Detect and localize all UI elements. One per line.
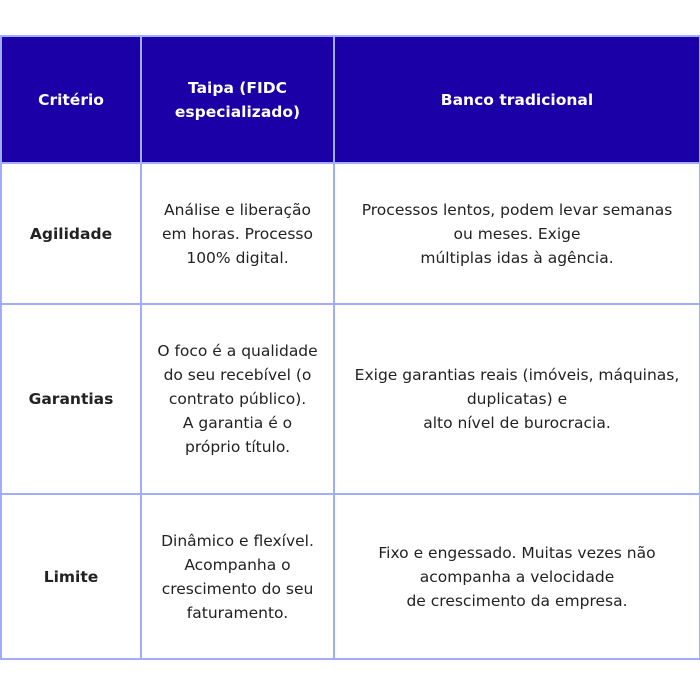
- bank-cell: [334, 163, 700, 304]
- comparison-table: [0, 35, 700, 660]
- cell-line: Acompanha o: [184, 555, 291, 574]
- header-criterion-label: Critério: [38, 90, 104, 109]
- cell-line: do seu recebível (o: [163, 366, 312, 384]
- criterion-cell: [1, 494, 141, 659]
- criterion-label: Limite: [43, 567, 99, 586]
- header-taipa-line: especializado): [174, 102, 301, 121]
- criterion-label: Garantias: [28, 390, 114, 408]
- cell-line: A garantia é o: [182, 414, 293, 432]
- bank-cell: [334, 304, 700, 494]
- cell-line: Dinâmico e flexível.: [161, 531, 314, 550]
- cell-line: faturamento.: [186, 603, 289, 622]
- header-taipa: [141, 36, 334, 163]
- cell-line: Análise e liberação: [164, 200, 311, 219]
- table-row-garantias: [1, 304, 700, 494]
- cell-line: 100% digital.: [186, 248, 289, 267]
- taipa-cell: [141, 163, 334, 304]
- cell-line: de crescimento da empresa.: [406, 591, 628, 610]
- table-row-agilidade: [1, 163, 700, 304]
- cell-line: Processos lentos, podem levar semanas: [361, 200, 673, 219]
- cell-line: em horas. Processo: [162, 224, 313, 243]
- cell-line: próprio título.: [184, 438, 290, 456]
- criterion-label: Agilidade: [29, 224, 113, 243]
- cell-line: duplicatas) e: [466, 390, 568, 408]
- cell-line: múltiplas idas à agência.: [420, 248, 614, 267]
- cell-line: alto nível de burocracia.: [423, 414, 611, 432]
- header-row: [1, 36, 700, 163]
- header-bank-label: Banco tradicional: [440, 90, 594, 109]
- header-taipa-line: Taipa (FIDC: [188, 78, 287, 97]
- criterion-cell: [1, 163, 141, 304]
- taipa-cell: [141, 494, 334, 659]
- cell-line: contrato público).: [168, 390, 307, 408]
- cell-line: Fixo e engessado. Muitas vezes não: [378, 543, 656, 562]
- bank-cell: [334, 494, 700, 659]
- cell-line: O foco é a qualidade: [157, 342, 318, 360]
- header-criterion: [1, 36, 141, 163]
- cell-line: crescimento do seu: [161, 579, 314, 598]
- cell-line: Exige garantias reais (imóveis, máquinas,: [354, 366, 680, 384]
- criterion-cell: [1, 304, 141, 494]
- taipa-cell: [141, 304, 334, 494]
- table-row-limite: [1, 494, 700, 659]
- cell-line: ou meses. Exige: [453, 224, 581, 243]
- cell-line: acompanha a velocidade: [419, 567, 615, 586]
- header-bank: [334, 36, 700, 163]
